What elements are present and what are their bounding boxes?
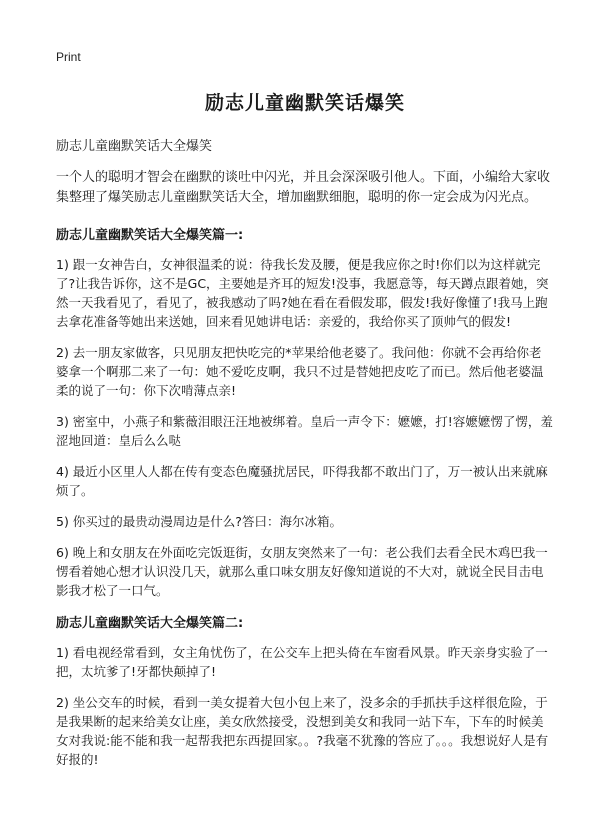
page-subtitle: 励志儿童幽默笑话大全爆笑 (56, 139, 213, 154)
page-title: 励志儿童幽默笑话爆笑 (204, 92, 405, 114)
section-heading-2: 励志儿童幽默笑话大全爆笑篇二: (56, 616, 244, 631)
joke-item: 2) 坐公交车的时候，看到一美女提着大包小包上来了，没多余的手抓扶手这样很危险，于是我果断的起来给美女让座，美女欣然接受，没想到美女和我同一站下车，下车的时候美女对我说:能不能和我一起帮我把东西提回家。。?我毫不犹豫的答应了。。。我想说好人是有好报的! (56, 695, 549, 767)
print-link[interactable]: Print (56, 50, 81, 64)
joke-item: 1) 看电视经常看到，女主角忧伤了，在公交车上把头倚在车窗看风景。昨天亲身实验了一把，太坑爹了!牙都快颠掉了! (56, 645, 548, 679)
joke-item: 1) 跟一女神告白，女神很温柔的说：待我长发及腰，便是我应你之时!你们以为这样就完了?让我告诉你，这不是GC，主要她是齐耳的短发!没事，我愿意等，每天蹲点跟着她，突然一天我看见了，看见了，被我感动了吗?她在看在看假发耶，假发!我好像懂了!我马上跑去拿花准备等她出来送她，回来看见她讲电话：亲爱的，我给你买了顶帅气的假发! (56, 257, 549, 329)
joke-item: 5) 你买过的最贵动漫周边是什么?答曰：海尔冰箱。 (56, 514, 342, 529)
joke-item: 6) 晚上和女朋友在外面吃完饭逛街，女朋友突然来了一句：老公我们去看全民木鸡巴我一愣看着她心想才认识没几天，就那么重口味女朋友好像知道说的不大对，就说全民目击电影我才松了一口气。 (56, 545, 548, 598)
joke-item: 4) 最近小区里人人都在传有变态色魔骚扰居民，吓得我都不敢出门了，万一被认出来就麻烦了。 (56, 464, 548, 498)
joke-item: 3) 密室中，小燕子和紫薇泪眼汪汪地被绑着。皇后一声令下：嬷嬷，打!容嬷嬷愣了愣，羞涩地回道：皇后么么哒 (56, 414, 553, 448)
intro-paragraph: 一个人的聪明才智会在幽默的谈吐中闪光，并且会深深吸引他人。下面，小编给大家收集整理了爆笑励志儿童幽默笑话大全，增加幽默细胞，聪明的你一定会成为闪光点。 (56, 170, 551, 205)
joke-item: 2) 去一朋友家做客，只见朋友把快吃完的*苹果给他老婆了。我问他：你就不会再给你老婆拿一个啊那二来了一句：她不爱吃皮啊，我只不过是替她把皮吃了而已。然后他老婆温柔的说了一句：你下次啃薄点亲! (56, 345, 544, 398)
section-heading-1: 励志儿童幽默笑话大全爆笑篇一: (56, 228, 244, 243)
